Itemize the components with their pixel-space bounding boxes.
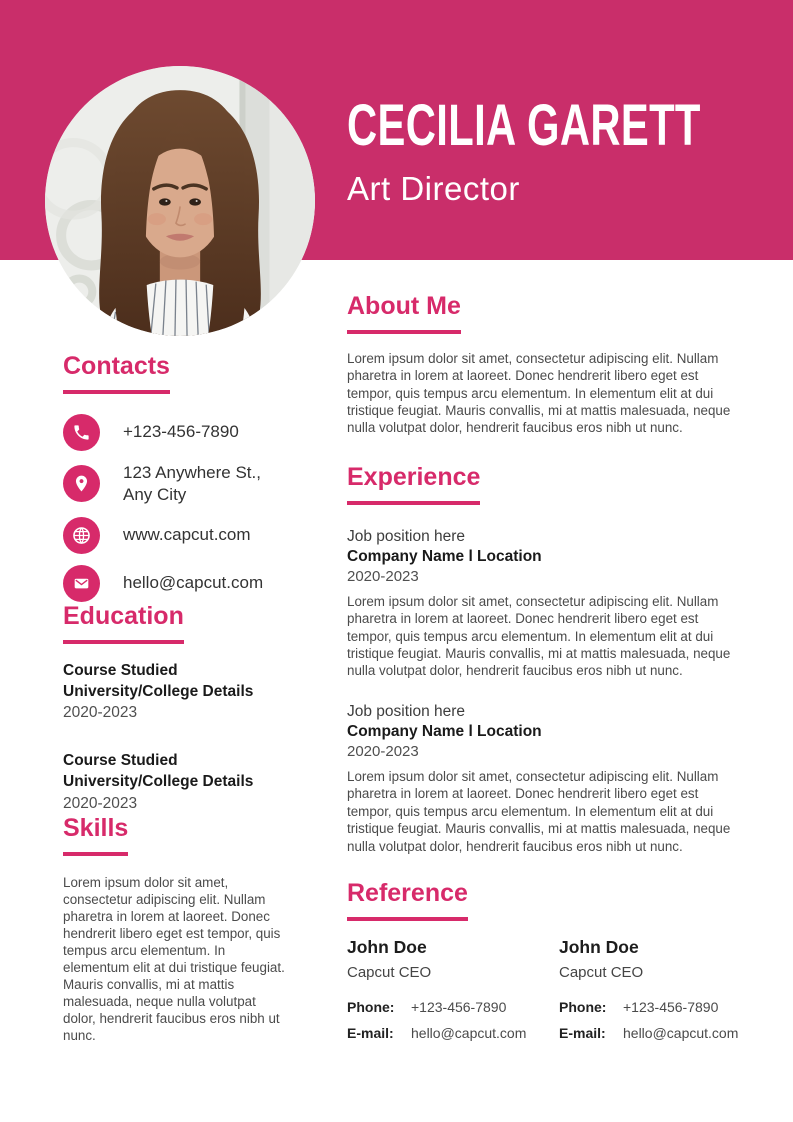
reference-email: hello@capcut.com bbox=[623, 1025, 739, 1042]
globe-icon bbox=[63, 517, 100, 554]
email-label: E-mail: bbox=[559, 1025, 606, 1042]
email-label: E-mail: bbox=[347, 1025, 394, 1042]
contact-item-website bbox=[63, 517, 287, 554]
main-column bbox=[347, 292, 743, 1041]
contact-item-phone bbox=[63, 414, 287, 451]
contact-item-address bbox=[63, 462, 287, 506]
education-section bbox=[63, 602, 287, 814]
education-entry bbox=[63, 750, 287, 814]
company-name: Company Name l Location bbox=[347, 547, 542, 565]
reference-role: Capcut CEO bbox=[559, 963, 644, 981]
person-title: Art Director bbox=[347, 169, 520, 207]
phone-label: Phone: bbox=[347, 999, 395, 1016]
job-years: 2020-2023 bbox=[347, 743, 419, 761]
education-institution: University/College Details bbox=[63, 683, 254, 701]
sidebar bbox=[63, 352, 287, 1044]
about-section bbox=[347, 292, 743, 437]
education-institution: University/College Details bbox=[63, 773, 254, 791]
job-description: Lorem ipsum dolor sit amet, consectetur adipiscing elit. Nullam pharetra in lorem at laoreet. Donec hendrerit libero eget est tempor, quis tempus arcu elementum. In elementum elit at dui tristique feugiat. Mauris convallis, mi at mattis malesuada, neque nulla volutpat dolor, hendrerit faucibus eros nibh ut nunc. bbox=[347, 768, 731, 854]
contact-address: 123 Anywhere St., Any City bbox=[123, 462, 261, 504]
reference-contact-rows bbox=[347, 999, 559, 1041]
skills-heading: Skills bbox=[63, 814, 128, 856]
company-name: Company Name l Location bbox=[347, 722, 542, 740]
contact-phone: +123-456-7890 bbox=[123, 422, 239, 442]
reference-entry bbox=[559, 937, 743, 1042]
reference-entry bbox=[347, 937, 559, 1042]
about-heading: About Me bbox=[347, 292, 461, 334]
education-course: Course Studied bbox=[63, 751, 178, 769]
reference-section bbox=[347, 879, 743, 1041]
experience-section bbox=[347, 463, 743, 855]
education-entry bbox=[63, 660, 287, 724]
person-name: CECILIA GARETT bbox=[347, 93, 701, 158]
reference-grid bbox=[347, 937, 743, 1042]
job-years: 2020-2023 bbox=[347, 568, 419, 586]
profile-photo bbox=[45, 66, 315, 336]
skills-text: Lorem ipsum dolor sit amet, consectetur adipiscing elit. Nullam pharetra in lorem at laoreet. Donec hendrerit libero eget est tempor, quis tempus arcu elementum. In elementum elit at dui tristique feugiat. Mauris convallis, mi at mattis malesuada, neque nulla volutpat dolor, hendrerit faucibus eros nibh ut nunc. bbox=[63, 874, 285, 1043]
job-position: Job position here bbox=[347, 702, 466, 720]
skills-section bbox=[63, 814, 287, 1044]
reference-name: John Doe bbox=[347, 936, 427, 957]
contacts-section bbox=[63, 352, 287, 602]
contact-list bbox=[63, 414, 287, 602]
location-pin-icon bbox=[63, 465, 100, 502]
contact-website: www.capcut.com bbox=[123, 525, 251, 545]
about-text: Lorem ipsum dolor sit amet, consectetur adipiscing elit. Nullam pharetra in lorem at laoreet. Donec hendrerit libero eget est tempor, quis tempus arcu elementum. In elementum elit at dui tristique feugiat. Mauris convallis, mi at mattis malesuada, neque nulla volutpat dolor, hendrerit faucibus eros nibh ut nunc. bbox=[347, 350, 731, 436]
reference-name: John Doe bbox=[559, 936, 639, 957]
contacts-heading: Contacts bbox=[63, 352, 170, 394]
header-text bbox=[347, 94, 793, 208]
mail-icon bbox=[63, 565, 100, 602]
education-years: 2020-2023 bbox=[63, 794, 138, 812]
reference-phone: +123-456-7890 bbox=[411, 999, 507, 1016]
experience-entry bbox=[347, 702, 743, 855]
phone-icon bbox=[63, 414, 100, 451]
experience-heading: Experience bbox=[347, 463, 480, 505]
job-position: Job position here bbox=[347, 527, 466, 545]
education-heading: Education bbox=[63, 602, 184, 644]
experience-entry bbox=[347, 527, 743, 680]
reference-email: hello@capcut.com bbox=[411, 1025, 527, 1042]
education-years: 2020-2023 bbox=[63, 704, 138, 722]
education-course: Course Studied bbox=[63, 661, 178, 679]
reference-contact-rows bbox=[559, 999, 743, 1041]
phone-label: Phone: bbox=[559, 999, 607, 1016]
job-description: Lorem ipsum dolor sit amet, consectetur adipiscing elit. Nullam pharetra in lorem at laoreet. Donec hendrerit libero eget est tempor, quis tempus arcu elementum. In elementum elit at dui tristique feugiat. Mauris convallis, mi at mattis malesuada, neque nulla volutpat dolor, hendrerit faucibus eros nibh ut nunc. bbox=[347, 593, 731, 679]
contact-email: hello@capcut.com bbox=[123, 573, 264, 593]
contact-item-email bbox=[63, 565, 287, 602]
reference-heading: Reference bbox=[347, 879, 468, 921]
reference-phone: +123-456-7890 bbox=[623, 999, 719, 1016]
reference-role: Capcut CEO bbox=[347, 963, 432, 981]
portrait-illustration bbox=[45, 66, 315, 336]
education-entries bbox=[63, 660, 287, 814]
